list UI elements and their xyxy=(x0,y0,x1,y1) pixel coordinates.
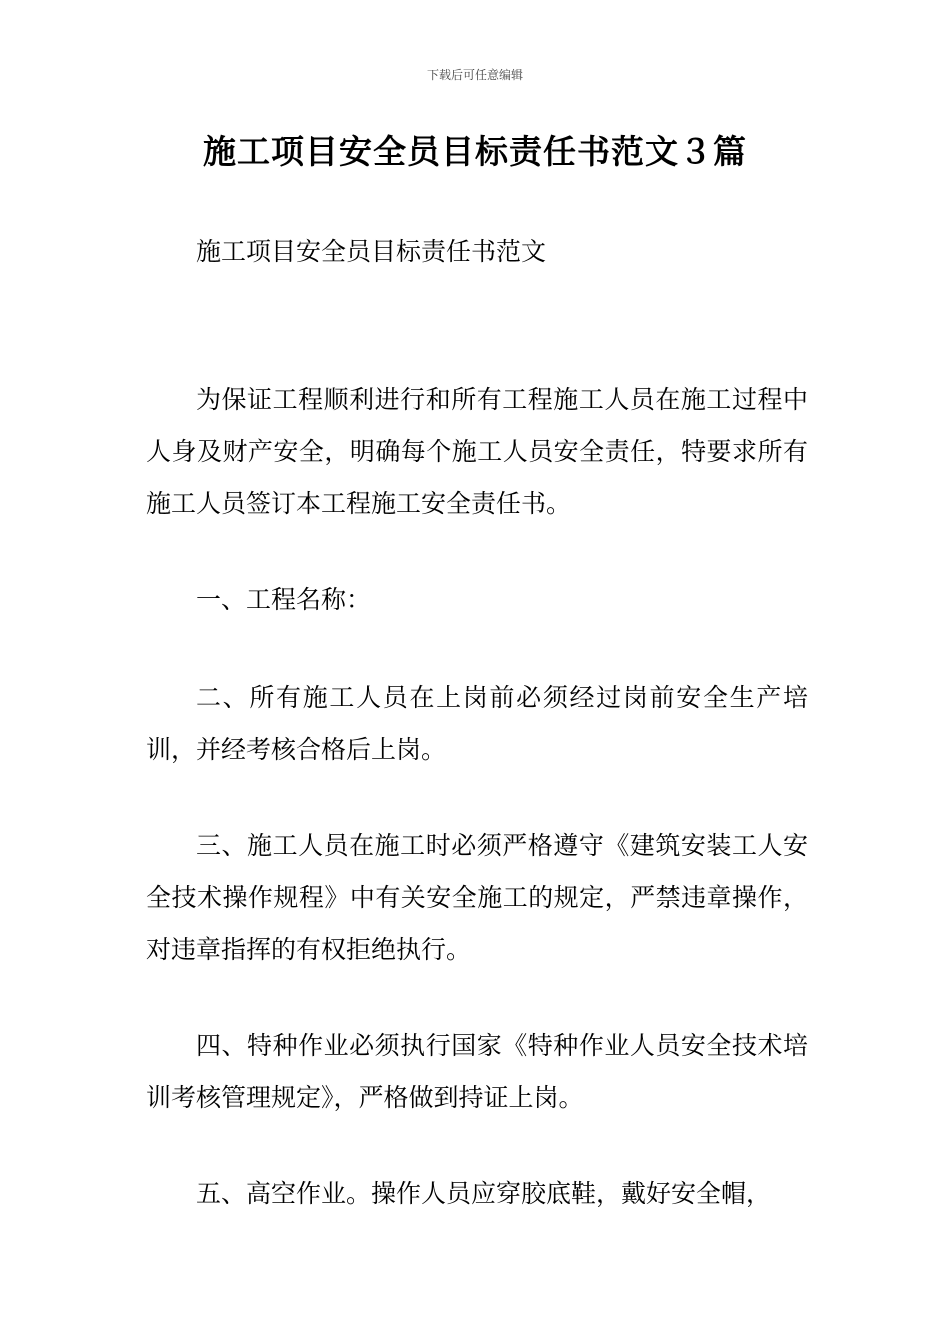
paragraph-item-3: 三、施工人员在施工时必须严格遵守《建筑安装工人安全技术操作规程》中有关安全施工的规定，严禁违章操作，对违章指挥的有权拒绝执行。 xyxy=(146,831,808,964)
header-note: 下载后可任意编辑 xyxy=(426,68,523,82)
paragraph-subtitle: 施工项目安全员目标责任书范文 xyxy=(196,237,547,266)
paragraph-item-2: 二、所有施工人员在上岗前必须经过岗前安全生产培训，并经考核合格后上岗。 xyxy=(146,683,808,764)
paragraph-item-4: 四、特种作业必须执行国家《特种作业人员安全技术培训考核管理规定》，严格做到持证上岗。 xyxy=(146,1031,808,1112)
paragraph-intro: 为保证工程顺利进行和所有工程施工人员在施工过程中人身及财产安全，明确每个施工人员安全责任，特要求所有施工人员签订本工程施工安全责任书。 xyxy=(146,385,808,518)
document-title: 施工项目安全员目标责任书范文３篇 xyxy=(203,132,747,171)
paragraph-item-1: 一、工程名称： xyxy=(196,585,372,614)
paragraph-item-5: 五、高空作业。操作人员应穿胶底鞋，戴好安全帽， xyxy=(196,1179,772,1208)
